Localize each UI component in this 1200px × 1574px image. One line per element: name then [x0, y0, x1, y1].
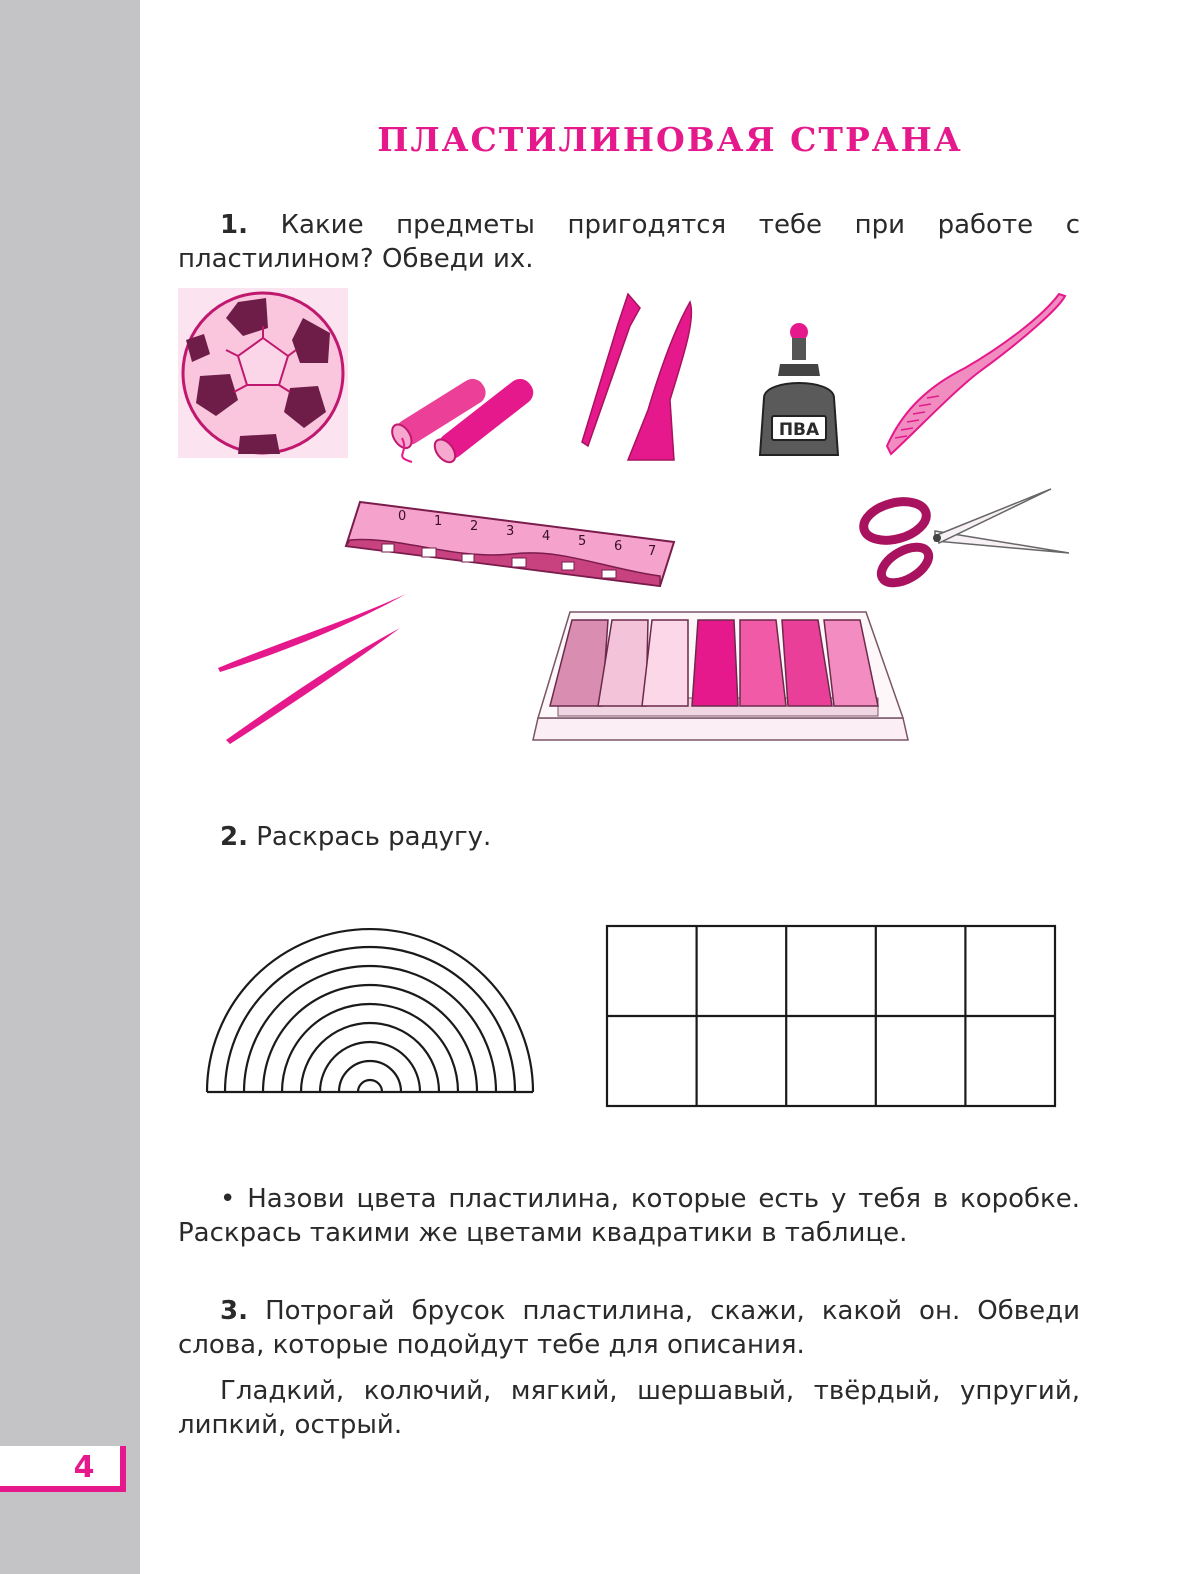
plasticine-rolls-illustration [382, 350, 547, 465]
task-3-word-list: Гладкий, колючий, мягкий, шершавый, твёрдый, упругий, липкий, острый. [178, 1376, 1080, 1440]
soccer-ball-illustration [178, 288, 348, 458]
task-1 [178, 208, 1080, 276]
task-2 [178, 820, 1080, 854]
task-3-number: 3. [220, 1296, 248, 1326]
bullet-task [178, 1182, 1080, 1250]
task-3-text: Потрогай брусок пластилина, скажи, какой он. Обведи слова, которые подойдут тебе для описания. [178, 1296, 1080, 1360]
bullet-text: Назови цвета пластилина, которые есть у тебя в коробке. Раскрась такими же цветами квадратики в таблице. [178, 1184, 1081, 1248]
ruler-tick-3: 3 [506, 524, 515, 539]
task-3 [178, 1294, 1080, 1362]
plastic-knife-illustration [883, 290, 1073, 460]
pva-glue-illustration [752, 320, 852, 465]
bullet-marker: • [220, 1184, 236, 1214]
page-number-box [0, 1446, 126, 1492]
task-1-text: Какие предметы пригодятся тебе при работе с пластилином? Обведи их. [178, 210, 1081, 274]
task-2-number: 2. [220, 822, 248, 852]
pva-label: ПВА [778, 420, 820, 440]
side-strip [0, 0, 140, 1574]
modelling-stacks-illustration [578, 290, 703, 470]
ruler-tick-2: 2 [470, 519, 479, 534]
page-number: 4 [73, 1450, 95, 1485]
scissors-illustration [855, 485, 1075, 595]
ruler-tick-5: 5 [578, 534, 587, 549]
ruler-tick-0: 0 [398, 509, 407, 524]
plasticine-box-illustration [528, 606, 913, 742]
page-title: ПЛАСТИЛИНОВАЯ СТРАНА [377, 120, 963, 159]
task-1-number: 1. [220, 210, 248, 240]
color-grid [605, 924, 1057, 1108]
ruler-tick-6: 6 [614, 539, 623, 554]
task-2-text: Раскрась радугу. [256, 822, 492, 852]
ruler-illustration [342, 490, 677, 590]
ruler-tick-7: 7 [648, 544, 657, 559]
ruler-tick-4: 4 [542, 529, 551, 544]
task-3-words [178, 1374, 1080, 1442]
ruler-tick-1: 1 [434, 514, 443, 529]
thin-sticks-illustration [200, 590, 415, 745]
rainbow-outline [200, 908, 545, 1096]
